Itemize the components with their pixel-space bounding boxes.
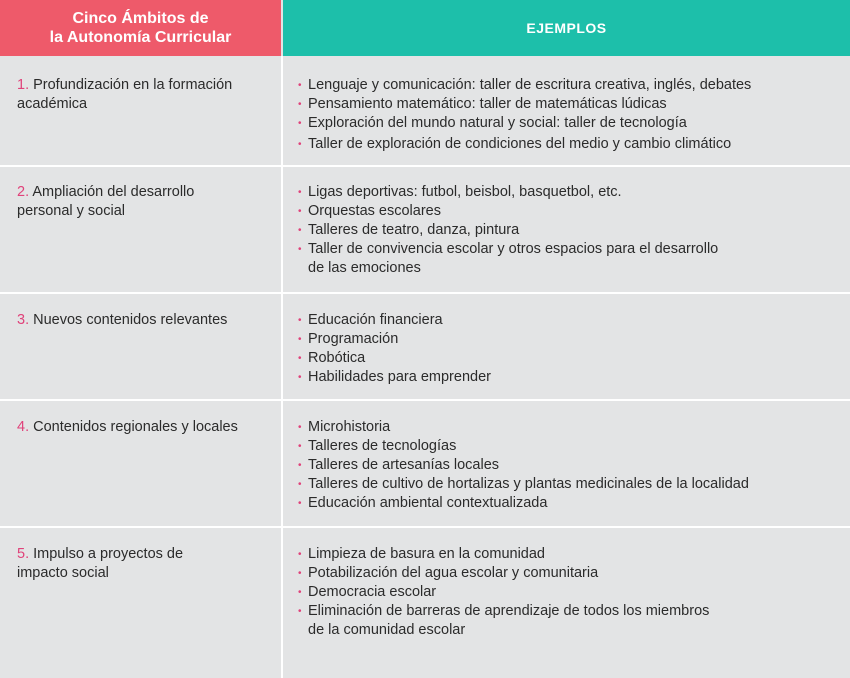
example-item: • Ligas deportivas: futbol, beisbol, basquetbol, etc. [298,184,622,200]
example-item: • Taller de exploración de condiciones del medio y cambio climático [298,136,732,152]
row-divider [0,292,850,294]
example-item: • Pensamiento matemático: taller de matemáticas lúdicas [298,96,667,112]
example-item: • Educación ambiental contextualizada [298,495,548,511]
bullet-icon: • [298,568,302,579]
area-number: 3. [17,312,30,328]
area-cell-5 [17,545,272,583]
example-item: • Lenguaje y comunicación: taller de escritura creativa, inglés, debates [298,77,752,93]
bullet-icon: • [298,206,302,217]
area-title: Contenidos regionales y locales [29,419,238,435]
examples-cell-3 [298,311,843,387]
examples-cell-2 [298,183,843,278]
bullet-icon: • [298,334,302,345]
examples-cell-4 [298,418,843,513]
bullet-icon: • [298,225,302,236]
area-title: Impulso a proyectos de [29,546,184,562]
bullet-icon: • [298,479,302,490]
bullet-icon: • [298,315,302,326]
area-number: 4. [17,419,30,435]
example-item: • Eliminación de barreras de aprendizaje de todos los miembros de la comunidad escolar [298,603,710,638]
example-item: • Educación financiera [298,312,443,328]
example-item: • Potabilización del agua escolar y comunitaria [298,565,599,581]
bullet-icon: • [298,353,302,364]
example-item: • Limpieza de basura en la comunidad [298,546,545,562]
bullet-icon: • [298,187,302,198]
bullet-icon: • [298,99,302,110]
row-divider [0,399,850,401]
bullet-icon: • [298,441,302,452]
example-item: • Robótica [298,350,366,366]
bullet-icon: • [298,139,302,150]
area-number: 2. [17,184,30,200]
area-title-cont: académica [17,96,88,112]
area-title-cont: impacto social [17,565,109,581]
examples-cell-5 [298,545,843,640]
area-cell-4 [17,418,272,437]
area-cell-3 [17,311,272,330]
bullet-icon: • [298,460,302,471]
bullet-icon: • [298,549,302,560]
area-title: Ampliación del desarrollo [29,184,195,200]
header-areas-line2: la Autonomía Curricular [49,29,232,46]
header-examples: EJEMPLOS [283,0,850,56]
bullet-icon: • [298,244,302,255]
example-item: • Habilidades para emprender [298,369,491,385]
example-item: • Exploración del mundo natural y social: taller de tecnología [298,115,687,131]
bullet-icon: • [298,372,302,383]
examples-cell-1 [298,76,843,154]
area-number: 5. [17,546,30,562]
header-areas [0,0,281,56]
example-item: • Programación [298,331,399,347]
row-divider [0,165,850,167]
bullet-icon: • [298,587,302,598]
example-item: • Orquestas escolares [298,203,441,219]
example-item: • Talleres de artesanías locales [298,457,500,473]
bullet-icon: • [298,498,302,509]
area-cell-1 [17,76,272,114]
example-item: • Talleres de teatro, danza, pintura [298,222,520,238]
example-item: • Talleres de cultivo de hortalizas y plantas medicinales de la localidad [298,476,749,492]
area-title-cont: personal y social [17,203,125,219]
bullet-icon: • [298,606,302,617]
column-divider [281,56,283,678]
row-divider [0,526,850,528]
example-item: • Microhistoria [298,419,391,435]
bullet-icon: • [298,422,302,433]
bullet-icon: • [298,80,302,91]
bullet-icon: • [298,118,302,129]
header-areas-line1: Cinco Ámbitos de [72,10,209,27]
example-item: • Taller de convivencia escolar y otros espacios para el desarrollo de las emociones [298,241,719,276]
example-item: • Democracia escolar [298,584,437,600]
area-number: 1. [17,77,30,93]
area-title: Nuevos contenidos relevantes [29,312,228,328]
area-cell-2 [17,183,272,221]
area-title: Profundización en la formación [29,77,233,93]
example-item: • Talleres de tecnologías [298,438,457,454]
